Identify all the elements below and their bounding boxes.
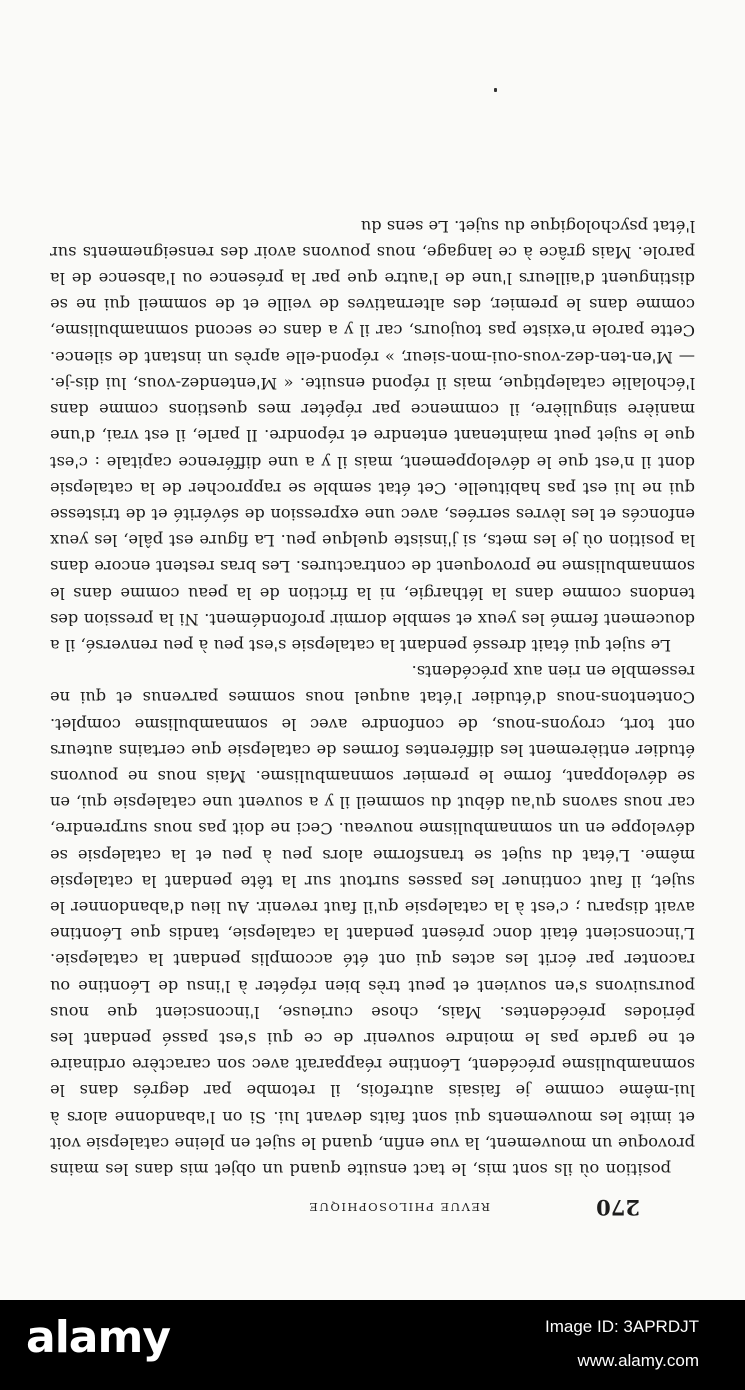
running-title: REVUE PHILOSOPHIQUE bbox=[307, 1200, 490, 1214]
ink-speck bbox=[494, 88, 497, 92]
image-id-label: Image ID: 3APRDJT bbox=[545, 1317, 699, 1336]
watermark-bar bbox=[0, 1300, 745, 1390]
body-text bbox=[50, 212, 695, 1182]
page-header bbox=[105, 1194, 640, 1220]
alamy-logo: alamy bbox=[26, 1312, 170, 1363]
watermark-url: www.alamy.com bbox=[577, 1351, 699, 1370]
paragraph-1: position où ils sont mis, le tact ensuite quand un objet mis dans les mains provoque un mouvement, la vue enfin, quand le sujet en pleine catalepsie voit et imite les mouvements qui sont faits devant lui. Si on l'abandonne alors à lui-même comme je faisais autrefois, il retombe par degrés dans le somnambulisme précédent, Léontine réapparaît avec son caractère ordinaire et ne garde pas le moindre souvenir de ce qui s'est passé pendant les périodes précédentes. Mais, chose curieuse, l'inconscient que nous poursuivons s'en souvient et peut très bien répéter à l'insu de Léontine ou raconter par écrit les actes qui ont été accomplis pendant la catalepsie. L'inconscient était donc présent pendant la catalepsie, tandis que Léontine avait disparu ; c'est à la catalepsie qu'il faut revenir. Au lieu d'abandonner le sujet, il faut continuer les passes surtout sur la tête pendant la catalepsie même. L'état du sujet se transforme alors peu à peu et la catalepsie se développe en un somnambulisme nouveau. Ceci ne doit pas nous surprendre, car nous savons qu'au début du sommeil il y a souvent une catalepsie qui, en se développant, forme le premier somnambulisme. Mais nous ne pouvons étudier entièrement les différentes formes de catalepsie que certains auteurs ont tort, croyons-nous, de confondre avec le somnambulisme complet. Contentons-nous d'étudier l'état auquel nous sommes parvenus et qui ne ressemble en rien aux précédents. bbox=[50, 662, 695, 1179]
paragraph-2: Le sujet qui était dressé pendant la catalepsie s'est peu à peu renversé, il a doucement fermé les yeux et semble dormir profondément. Ni la pression des tendons comme dans la léthargie, ni la friction de la peau comme dans le somnambulisme ne provoquent de contractures. Les bras restent encore dans la position où je les mets, si j'insiste quelque peu. La figure est pâle, les yeux enfoncés et les lèvres serrées, avec une expression de sévérité et de tristesse qui ne lui est pas habituelle. Cet état semble se rapprocher de la catalepsie dont il n'est que le développement, mais il y a une différence capitale : c'est que le sujet peut maintenant entendre et répondre. Il parle, il est vrai, d'une manière singulière, il commence par répéter mes questions comme dans l'écholalie cataleptique, mais il répond ensuite. « M'entendez-vous, lui dis-je. — M'en-ten-dez-vous-oui-mon-sieur, » répond-elle après un instant de silence. Cette parole n'existe pas toujours, car il y a dans ce second somnambulisme, comme dans le premier, des alternatives de veille et de sommeil qui ne se distinguent d'ailleurs l'une de l'autre que par la présence ou l'absence de la parole. Mais grâce à ce langage, nous pouvons avoir des renseignements sur l'état psychologique du sujet. Le sens du bbox=[50, 216, 695, 655]
page-number: 270 bbox=[596, 1195, 640, 1220]
